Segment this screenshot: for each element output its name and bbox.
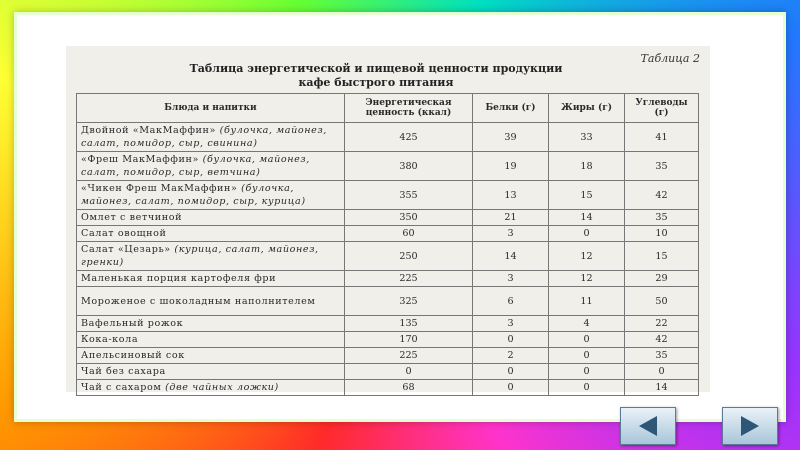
energy-cell: 380: [345, 152, 473, 181]
table-row: [77, 380, 699, 396]
header-fat: Жиры (г): [549, 94, 625, 123]
energy-cell: 325: [345, 287, 473, 316]
dish-ingredients: (булочка, майонез, салат, помидор, сыр, свинина): [81, 125, 327, 149]
table-row: [77, 287, 699, 316]
carbs-cell: 41: [625, 123, 699, 152]
table-row: [77, 210, 699, 226]
table-row: [77, 123, 699, 152]
dish-cell: [77, 210, 345, 226]
carbs-cell: 35: [625, 152, 699, 181]
dish-cell: [77, 348, 345, 364]
table-row: [77, 348, 699, 364]
protein-cell: 2: [473, 348, 549, 364]
fat-cell: 15: [549, 181, 625, 210]
energy-cell: 425: [345, 123, 473, 152]
next-slide-button[interactable]: [722, 407, 778, 445]
table-row: [77, 181, 699, 210]
fat-cell: 0: [549, 348, 625, 364]
scanned-page: [66, 46, 710, 392]
carbs-cell: 42: [625, 332, 699, 348]
carbs-cell: 0: [625, 364, 699, 380]
protein-cell: 3: [473, 316, 549, 332]
energy-cell: 350: [345, 210, 473, 226]
carbs-cell: 29: [625, 271, 699, 287]
energy-cell: 355: [345, 181, 473, 210]
table-title-line-1: Таблица энергетической и пищевой ценности продукции: [189, 62, 563, 75]
protein-cell: 6: [473, 287, 549, 316]
protein-cell: 39: [473, 123, 549, 152]
arrow-left-icon: [639, 416, 657, 436]
table-title: [66, 62, 686, 90]
dish-cell: [77, 242, 345, 271]
protein-cell: 0: [473, 364, 549, 380]
header-carbs: Углеводы (г): [625, 94, 699, 123]
dish-cell: [77, 271, 345, 287]
header-dish: Блюда и напитки: [77, 94, 345, 123]
carbs-cell: 42: [625, 181, 699, 210]
dish-name: Чай с сахаром: [81, 382, 162, 393]
carbs-cell: 35: [625, 210, 699, 226]
header-energy: Энергетическая ценность (ккал): [345, 94, 473, 123]
fat-cell: 14: [549, 210, 625, 226]
dish-cell: [77, 316, 345, 332]
energy-cell: 68: [345, 380, 473, 396]
prev-slide-button[interactable]: [620, 407, 676, 445]
nutrition-table: [76, 93, 699, 396]
dish-ingredients: (булочка, майонез, салат, помидор, сыр, курица): [81, 183, 306, 207]
dish-cell: [77, 226, 345, 242]
fat-cell: 4: [549, 316, 625, 332]
dish-ingredients: (курица, салат, майонез, гренки): [81, 244, 319, 268]
dish-name: Салат овощной: [81, 228, 167, 239]
energy-cell: 225: [345, 271, 473, 287]
energy-cell: 60: [345, 226, 473, 242]
protein-cell: 3: [473, 226, 549, 242]
fat-cell: 0: [549, 332, 625, 348]
fat-cell: 11: [549, 287, 625, 316]
dish-name: Кока-кола: [81, 334, 139, 345]
dish-cell: [77, 287, 345, 316]
dish-cell: [77, 380, 345, 396]
dish-name: Маленькая порция картофеля фри: [81, 273, 277, 284]
table-row: [77, 332, 699, 348]
table-row: [77, 226, 699, 242]
dish-name: «Чикен Фреш МакМаффин»: [81, 183, 238, 194]
carbs-cell: 35: [625, 348, 699, 364]
table-row: [77, 364, 699, 380]
carbs-cell: 15: [625, 242, 699, 271]
dish-name: Вафельный рожок: [81, 318, 184, 329]
dish-cell: [77, 332, 345, 348]
arrow-right-icon: [741, 416, 759, 436]
table-header-row: [77, 94, 699, 123]
protein-cell: 19: [473, 152, 549, 181]
energy-cell: 225: [345, 348, 473, 364]
table-row: [77, 316, 699, 332]
fat-cell: 33: [549, 123, 625, 152]
dish-cell: [77, 152, 345, 181]
protein-cell: 0: [473, 380, 549, 396]
energy-cell: 170: [345, 332, 473, 348]
carbs-cell: 22: [625, 316, 699, 332]
energy-cell: 135: [345, 316, 473, 332]
table-row: [77, 271, 699, 287]
dish-ingredients: (булочка, майонез, салат, помидор, сыр, ветчина): [81, 154, 310, 178]
header-protein: Белки (г): [473, 94, 549, 123]
dish-name: Двойной «МакМаффин»: [81, 125, 217, 136]
fat-cell: 0: [549, 380, 625, 396]
protein-cell: 3: [473, 271, 549, 287]
fat-cell: 12: [549, 271, 625, 287]
dish-name: Омлет с ветчиной: [81, 212, 183, 223]
fat-cell: 18: [549, 152, 625, 181]
fat-cell: 0: [549, 364, 625, 380]
table-row: [77, 242, 699, 271]
dish-ingredients: (две чайных ложки): [165, 382, 279, 393]
table-title-line-2: кафе быстрого питания: [298, 76, 454, 89]
protein-cell: 0: [473, 332, 549, 348]
dish-cell: [77, 123, 345, 152]
carbs-cell: 50: [625, 287, 699, 316]
dish-name: Чай без сахара: [81, 366, 166, 377]
fat-cell: 0: [549, 226, 625, 242]
dish-name: Салат «Цезарь»: [81, 244, 171, 255]
dish-cell: [77, 181, 345, 210]
energy-cell: 250: [345, 242, 473, 271]
protein-cell: 13: [473, 181, 549, 210]
energy-cell: 0: [345, 364, 473, 380]
fat-cell: 12: [549, 242, 625, 271]
protein-cell: 14: [473, 242, 549, 271]
table-row: [77, 152, 699, 181]
dish-cell: [77, 364, 345, 380]
carbs-cell: 14: [625, 380, 699, 396]
dish-name: «Фреш МакМаффин»: [81, 154, 199, 165]
dish-name: Мороженое с шоколадным наполнителем: [81, 295, 316, 307]
table-number: Таблица 2: [640, 52, 700, 65]
protein-cell: 21: [473, 210, 549, 226]
carbs-cell: 10: [625, 226, 699, 242]
dish-name: Апельсиновый сок: [81, 350, 185, 361]
